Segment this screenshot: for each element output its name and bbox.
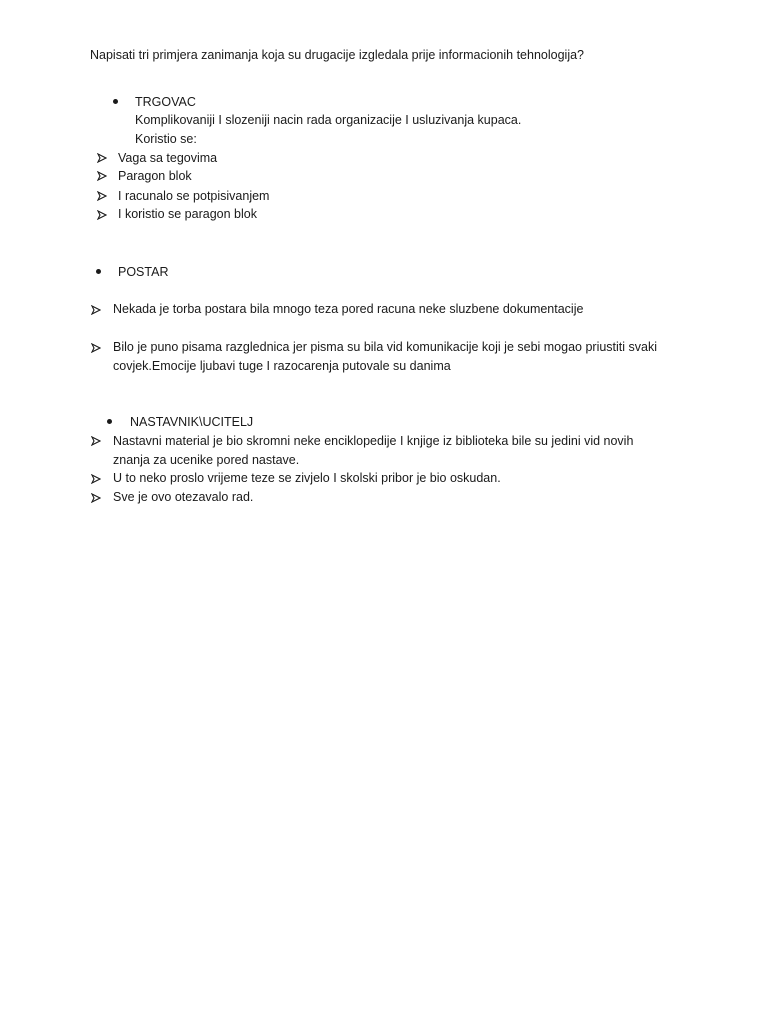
list-item: Nastavni material je bio skromni neke enciklopedije I knjige iz biblioteka bile su jedini vid novih znanja za ucenike pored nastave. (113, 434, 634, 467)
list-item: I koristio se paragon blok (118, 207, 257, 221)
arrow-bullet-icon (91, 493, 101, 503)
list-item: Vaga sa tegovima (118, 151, 218, 165)
bullet-icon (107, 419, 112, 424)
list-item: U to neko proslo vrijeme teze se zivjelo I skolski pribor je bio oskudan. (113, 471, 501, 485)
section-heading-postar: POSTAR (118, 265, 169, 279)
arrow-bullet-icon (97, 171, 107, 181)
section-heading-nastavnik: NASTAVNIK\UCITELJ (130, 415, 254, 429)
arrow-bullet-icon (91, 305, 101, 315)
list-item: Paragon blok (118, 169, 192, 183)
section-intro-line: Koristio se: (135, 132, 197, 146)
bullet-icon (96, 269, 101, 274)
arrow-bullet-icon (91, 474, 101, 484)
list-item: Sve je ovo otezavalo rad. (113, 490, 254, 504)
section-heading-trgovac: TRGOVAC (135, 95, 196, 109)
arrow-bullet-icon (97, 191, 107, 201)
question-text: Napisati tri primjera zanimanja koja su drugacije izgledala prije informacionih tehnologija? (90, 48, 585, 62)
list-item: Nekada je torba postara bila mnogo teza pored racuna neke sluzbene dokumentacije (113, 302, 584, 316)
arrow-bullet-icon (91, 343, 101, 353)
arrow-bullet-icon (91, 436, 101, 446)
bullet-icon (113, 99, 118, 104)
list-item: Bilo je puno pisama razglednica jer pisma su bila vid komunikacije koji je sebi mogao priustiti svaki covjek.Emocije ljubavi tuge I razocarenja putovale su danima (113, 340, 658, 373)
section-intro-line: Komplikovaniji I slozeniji nacin rada organizacije I usluzivanja kupaca. (135, 113, 522, 127)
list-item: I racunalo se potpisivanjem (118, 189, 270, 203)
arrow-bullet-icon (97, 153, 107, 163)
arrow-bullet-icon (97, 210, 107, 220)
